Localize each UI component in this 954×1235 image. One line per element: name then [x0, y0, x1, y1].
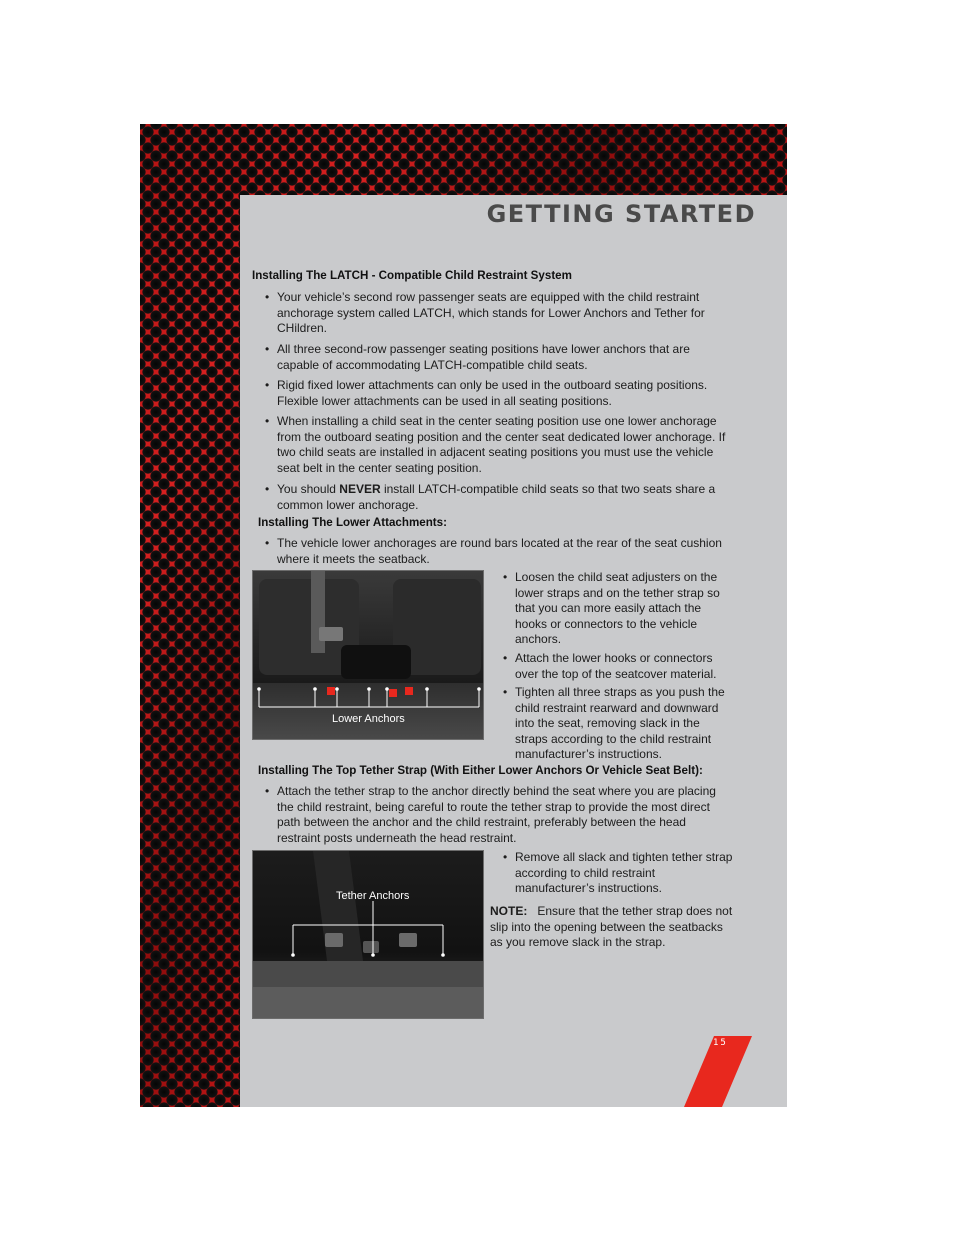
- page-title: GETTING STARTED: [486, 200, 756, 228]
- section-heading-lower-attachments: Installing The Lower Attachments:: [258, 516, 447, 529]
- note-label: NOTE:: [490, 904, 528, 918]
- tether-anchors-photo: [252, 850, 484, 1019]
- list-item: • You should NEVER install LATCH-compatible child seats so that two seats share a common lower anchorage.: [277, 482, 732, 513]
- photo-label-tether-anchors: Tether Anchors: [336, 890, 410, 902]
- list-item: • All three second-row passenger seating positions have lower anchors that are capable of accommodating LATCH-compatible child seats.: [277, 342, 732, 373]
- page-number-slash: [684, 1036, 787, 1107]
- list-item: • Tighten all three straps as you push the child restraint rearward and downward into the seat, removing slack in the straps according to the child restraint manufacturer’s instructions.: [515, 685, 733, 763]
- photo-label-lower-anchors: Lower Anchors: [332, 713, 405, 725]
- page: [140, 124, 787, 1107]
- note-text: Ensure that the tether strap does not slip into the opening between the seatbacks as you remove slack in the strap.: [490, 904, 733, 950]
- list-item: • Loosen the child seat adjusters on the lower straps and on the tether strap so that you can more easily attach the hooks or connectors to the vehicle anchors.: [515, 570, 733, 648]
- list-item: • Attach the tether strap to the anchor directly behind the seat where you are placing the child restraint, being careful to route the tether strap to provide the most direct path between the anchor and the child restraint, preferably between the head restraint posts underneath the head restraint.: [277, 784, 732, 846]
- list-item: • Rigid fixed lower attachments can only be used in the outboard seating positions. Flexible lower attachments can be used in all seating positions.: [277, 378, 732, 409]
- section-heading-top-tether: Installing The Top Tether Strap (With Either Lower Anchors Or Vehicle Seat Belt):: [258, 764, 703, 777]
- section-heading-latch: Installing The LATCH - Compatible Child Restraint System: [252, 269, 572, 282]
- page-number: 15: [713, 1038, 728, 1048]
- lower-anchors-photo: [252, 570, 484, 740]
- emphasis-never: NEVER: [339, 482, 381, 496]
- list-item: • The vehicle lower anchorages are round bars located at the rear of the seat cushion where it meets the seatback.: [277, 536, 732, 567]
- note: [490, 904, 734, 951]
- list-item: • Your vehicle’s second row passenger seats are equipped with the child restraint anchorage system called LATCH, which stands for Lower Anchors and Tether for CHildren.: [277, 290, 732, 337]
- list-item: • Remove all slack and tighten tether strap according to child restraint manufacturer’s instructions.: [515, 850, 733, 897]
- list-item: • When installing a child seat in the center seating position use one lower anchorage from the outboard seating position and the center seat dedicated lower anchorage. If two child seats are installed in adjacent seating positions you must use the vehicle seat belt in the center seating position.: [277, 414, 732, 476]
- list-item: • Attach the lower hooks or connectors over the top of the seatcover material.: [515, 651, 733, 682]
